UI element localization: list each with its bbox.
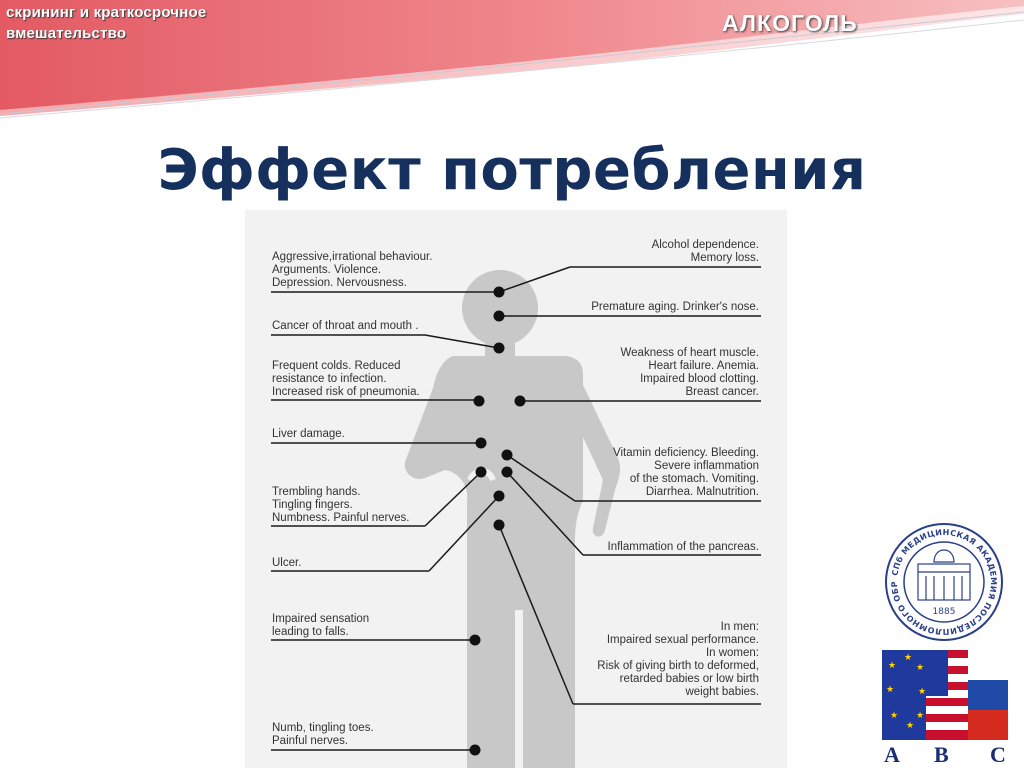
label-pancreas: Inflammation of the pancreas. — [607, 541, 759, 553]
abc-letter-a: A — [884, 742, 900, 767]
svg-text:★: ★ — [906, 721, 915, 731]
label-heart: Weakness of heart muscle. Heart failure. Anemia. Impaired blood clotting. Breast cancer. — [620, 347, 759, 398]
abc-letter-c: C — [990, 742, 1006, 767]
svg-text:★: ★ — [916, 711, 925, 721]
label-brain-right: Alcohol dependence. Memory loss. — [651, 239, 759, 264]
logo-ring-text: СПб МЕДИЦИНСКАЯ АКАДЕМИЯ ПОСЛЕДИПЛОМНОГО ОБР — [889, 527, 999, 637]
header-subtitle-line2: вмешательство — [6, 25, 127, 42]
us-flag — [926, 650, 968, 740]
svg-text:★: ★ — [916, 663, 925, 673]
label-lungs: Frequent colds. Reduced resistance to infection. Increased risk of pneumonia. — [272, 360, 420, 398]
label-stomach: Vitamin deficiency. Bleeding. Severe inflammation of the stomach. Vomiting. Diarrhea. Malnutrition. — [613, 447, 759, 498]
svg-text:★: ★ — [904, 653, 913, 663]
label-sensation: Impaired sensation leading to falls. — [272, 613, 370, 638]
svg-text:★: ★ — [888, 661, 897, 671]
label-ulcer: Ulcer. — [272, 557, 302, 569]
label-reproductive: In men: Impaired sexual performance. In women: Risk of giving birth to deformed, retarded babies or low birth weight babies. — [597, 621, 759, 698]
abc-letter-b: B — [934, 742, 949, 767]
header-subtitle — [6, 2, 206, 44]
abc-letters — [882, 742, 1012, 768]
svg-text:★: ★ — [886, 685, 895, 695]
header-topic: АЛКОГОЛЬ — [722, 10, 858, 36]
label-liver: Liver damage. — [272, 428, 345, 440]
svg-text:★: ★ — [918, 687, 927, 697]
partner-flags — [882, 648, 1008, 743]
svg-text:★: ★ — [890, 711, 899, 721]
label-throat: Cancer of throat and mouth . — [272, 320, 419, 332]
human-silhouette — [405, 270, 620, 768]
label-nerves-hands: Trembling hands. Tingling fingers. Numbness. Painful nerves. — [272, 486, 410, 524]
header-subtitle-line1: скрининг и краткосрочное — [6, 4, 207, 21]
label-nose: Premature aging. Drinker's nose. — [591, 301, 759, 313]
body-effects-diagram — [245, 210, 787, 768]
label-toes: Numb, tingling toes. Painful nerves. — [272, 722, 374, 747]
academy-logo — [884, 520, 1004, 644]
page-title: Эффект потребления — [157, 138, 867, 203]
russia-flag — [968, 650, 1008, 740]
logo-year: 1885 — [932, 607, 956, 617]
label-brain-left: Aggressive,irrational behaviour. Arguments. Violence. Depression. Nervousness. — [272, 251, 433, 289]
